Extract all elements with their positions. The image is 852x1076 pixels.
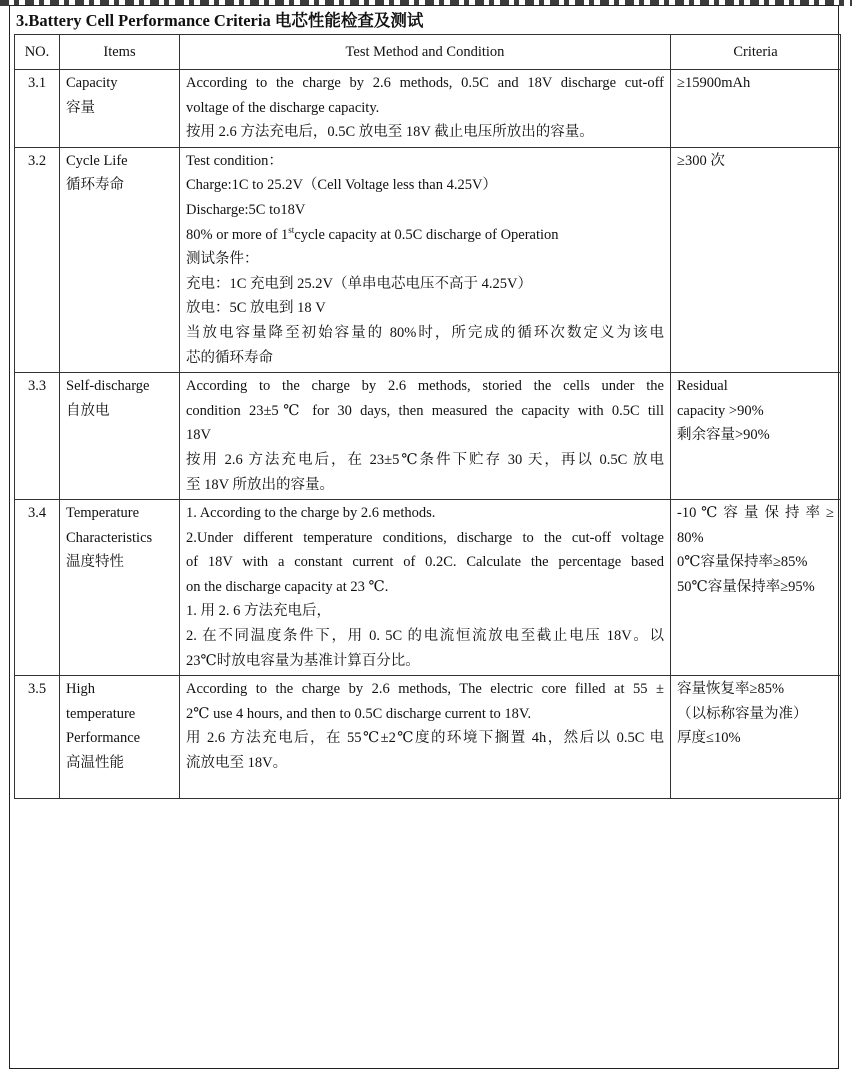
method-line: 当放电容量降至初始容量的 80%时，所完成的循环次数定义为该电 [186,324,664,341]
method-line: on the discharge capacity at 23 ℃. [186,578,389,595]
header-no: NO. [15,35,60,70]
row-method [180,676,671,799]
method-line: According to the charge by 2.6 methods, The electric core filled at 55 ± [186,681,664,698]
method-line: According to the charge by 2.6 methods, 0.5C and 18V discharge cut-off [186,75,664,91]
method-line: voltage of the discharge capacity. [186,99,380,116]
method-line: Test condition： [186,152,283,169]
table-row [15,676,841,799]
criteria-line: 80% [677,529,704,546]
method-line: 放电：5C 放电到 18 V [186,300,326,317]
row-criteria [671,70,841,148]
method-line: Charge:1C to 25.2V（Cell Voltage less than 4.25V） [186,177,497,194]
table-row [15,500,841,676]
cycle-tail: cycle capacity at 0.5C discharge of Operation [294,226,559,243]
row-criteria [671,373,841,500]
row-criteria [671,676,841,799]
row-method [180,500,671,676]
table-row [15,70,841,148]
table-row [15,373,841,500]
row-method [180,373,671,500]
item-line: Cycle Life [66,152,128,169]
method-line: 2.Under different temperature conditions, discharge to the cut-off voltage [186,529,664,546]
criteria-line: -10 ℃ 容 量 保 持 率 ≥ [677,505,834,522]
method-line: 2. 在不同温度条件下，用 0. 5C 的电流恒流放电至截止电压 18V。以 [186,628,664,645]
row-number: 3.2 [15,147,60,372]
item-line: Self-discharge [66,378,150,395]
criteria-line: 0℃容量保持率≥85% [677,554,808,571]
method-line: 按用 2.6 方法充电后，在 23±5℃条件下贮存 30 天，再以 0.5C 放电 [186,451,664,468]
ordinal-suffix: st [288,224,295,235]
criteria-line: （以标称容量为准） [677,705,808,722]
section-title: 3.Battery Cell Performance Criteria 电芯性能检查及测试 [16,11,424,30]
method-line: 23℃时放电容量为基准计算百分比。 [186,652,420,669]
row-item [60,676,180,799]
table-row [15,147,841,372]
criteria-line: 剩余容量>90% [677,427,770,444]
item-line: temperature [66,705,136,722]
method-line: 流放电至 18V。 [186,755,288,772]
item-line: 自放电 [66,402,110,419]
method-line: of 18V with a constant current of 0.2C. Calculate the percentage based [186,554,664,571]
method-line: condition 23±5℃ for 30 days, then measured the capacity with 0.5C till [186,402,664,419]
item-line: 高温性能 [66,755,124,772]
item-line: Characteristics [66,529,153,546]
criteria-line: ≥300 次 [677,152,725,169]
row-item [60,147,180,372]
method-line: 1. According to the charge by 2.6 methods. [186,505,436,522]
item-line: High [66,681,95,698]
method-line: 按用 2.6 方法充电后，0.5C 放电至 18V 截止电压所放出的容量。 [186,124,594,141]
method-line: 测试条件： [186,251,259,268]
item-line: Performance [66,730,141,747]
method-line: 2℃ use 4 hours, and then to 0.5C discharge current to 18V. [186,705,532,722]
method-line: Discharge:5C to18V [186,201,306,218]
method-line: 18V [186,427,211,444]
item-line: Capacity [66,75,118,91]
cycle-prefix: 80% or more of 1 [186,226,289,243]
row-method [180,70,671,148]
header-items: Items [60,35,180,70]
row-item [60,373,180,500]
item-line: Temperature [66,505,140,522]
method-line: 至 18V 所放出的容量。 [186,476,334,493]
method-line: 芯的循环寿命 [186,349,273,366]
row-number: 3.3 [15,373,60,500]
method-line: According to the charge by 2.6 methods, storied the cells under the [186,378,664,395]
criteria-line: ≥15900mAh [677,75,751,91]
criteria-line: 50℃容量保持率≥95% [677,578,815,595]
criteria-line: 容量恢复率≥85% [677,681,785,698]
method-line: 用 2.6 方法充电后，在 55℃±2℃度的环境下搁置 4h，然后以 0.5C 电 [186,730,664,747]
method-line: 1. 用 2. 6 方法充电后， [186,603,331,620]
row-item [60,70,180,148]
header-method: Test Method and Condition [180,35,671,70]
performance-criteria-table [14,34,841,799]
item-line: 容量 [66,99,95,116]
table-header-row [15,35,841,70]
row-item [60,500,180,676]
method-line-cycle-capacity [186,223,664,248]
row-method [180,147,671,372]
row-number: 3.5 [15,676,60,799]
header-criteria: Criteria [671,35,841,70]
criteria-line: capacity >90% [677,402,764,419]
method-line: 充电：1C 充电到 25.2V（单串电芯电压不高于 4.25V） [186,275,532,292]
item-line: 温度特性 [66,554,124,571]
criteria-line: 厚度≤10% [677,730,741,747]
row-criteria [671,147,841,372]
row-number: 3.4 [15,500,60,676]
row-number: 3.1 [15,70,60,148]
criteria-line: Residual [677,378,728,395]
row-criteria [671,500,841,676]
item-line: 循环寿命 [66,177,124,194]
